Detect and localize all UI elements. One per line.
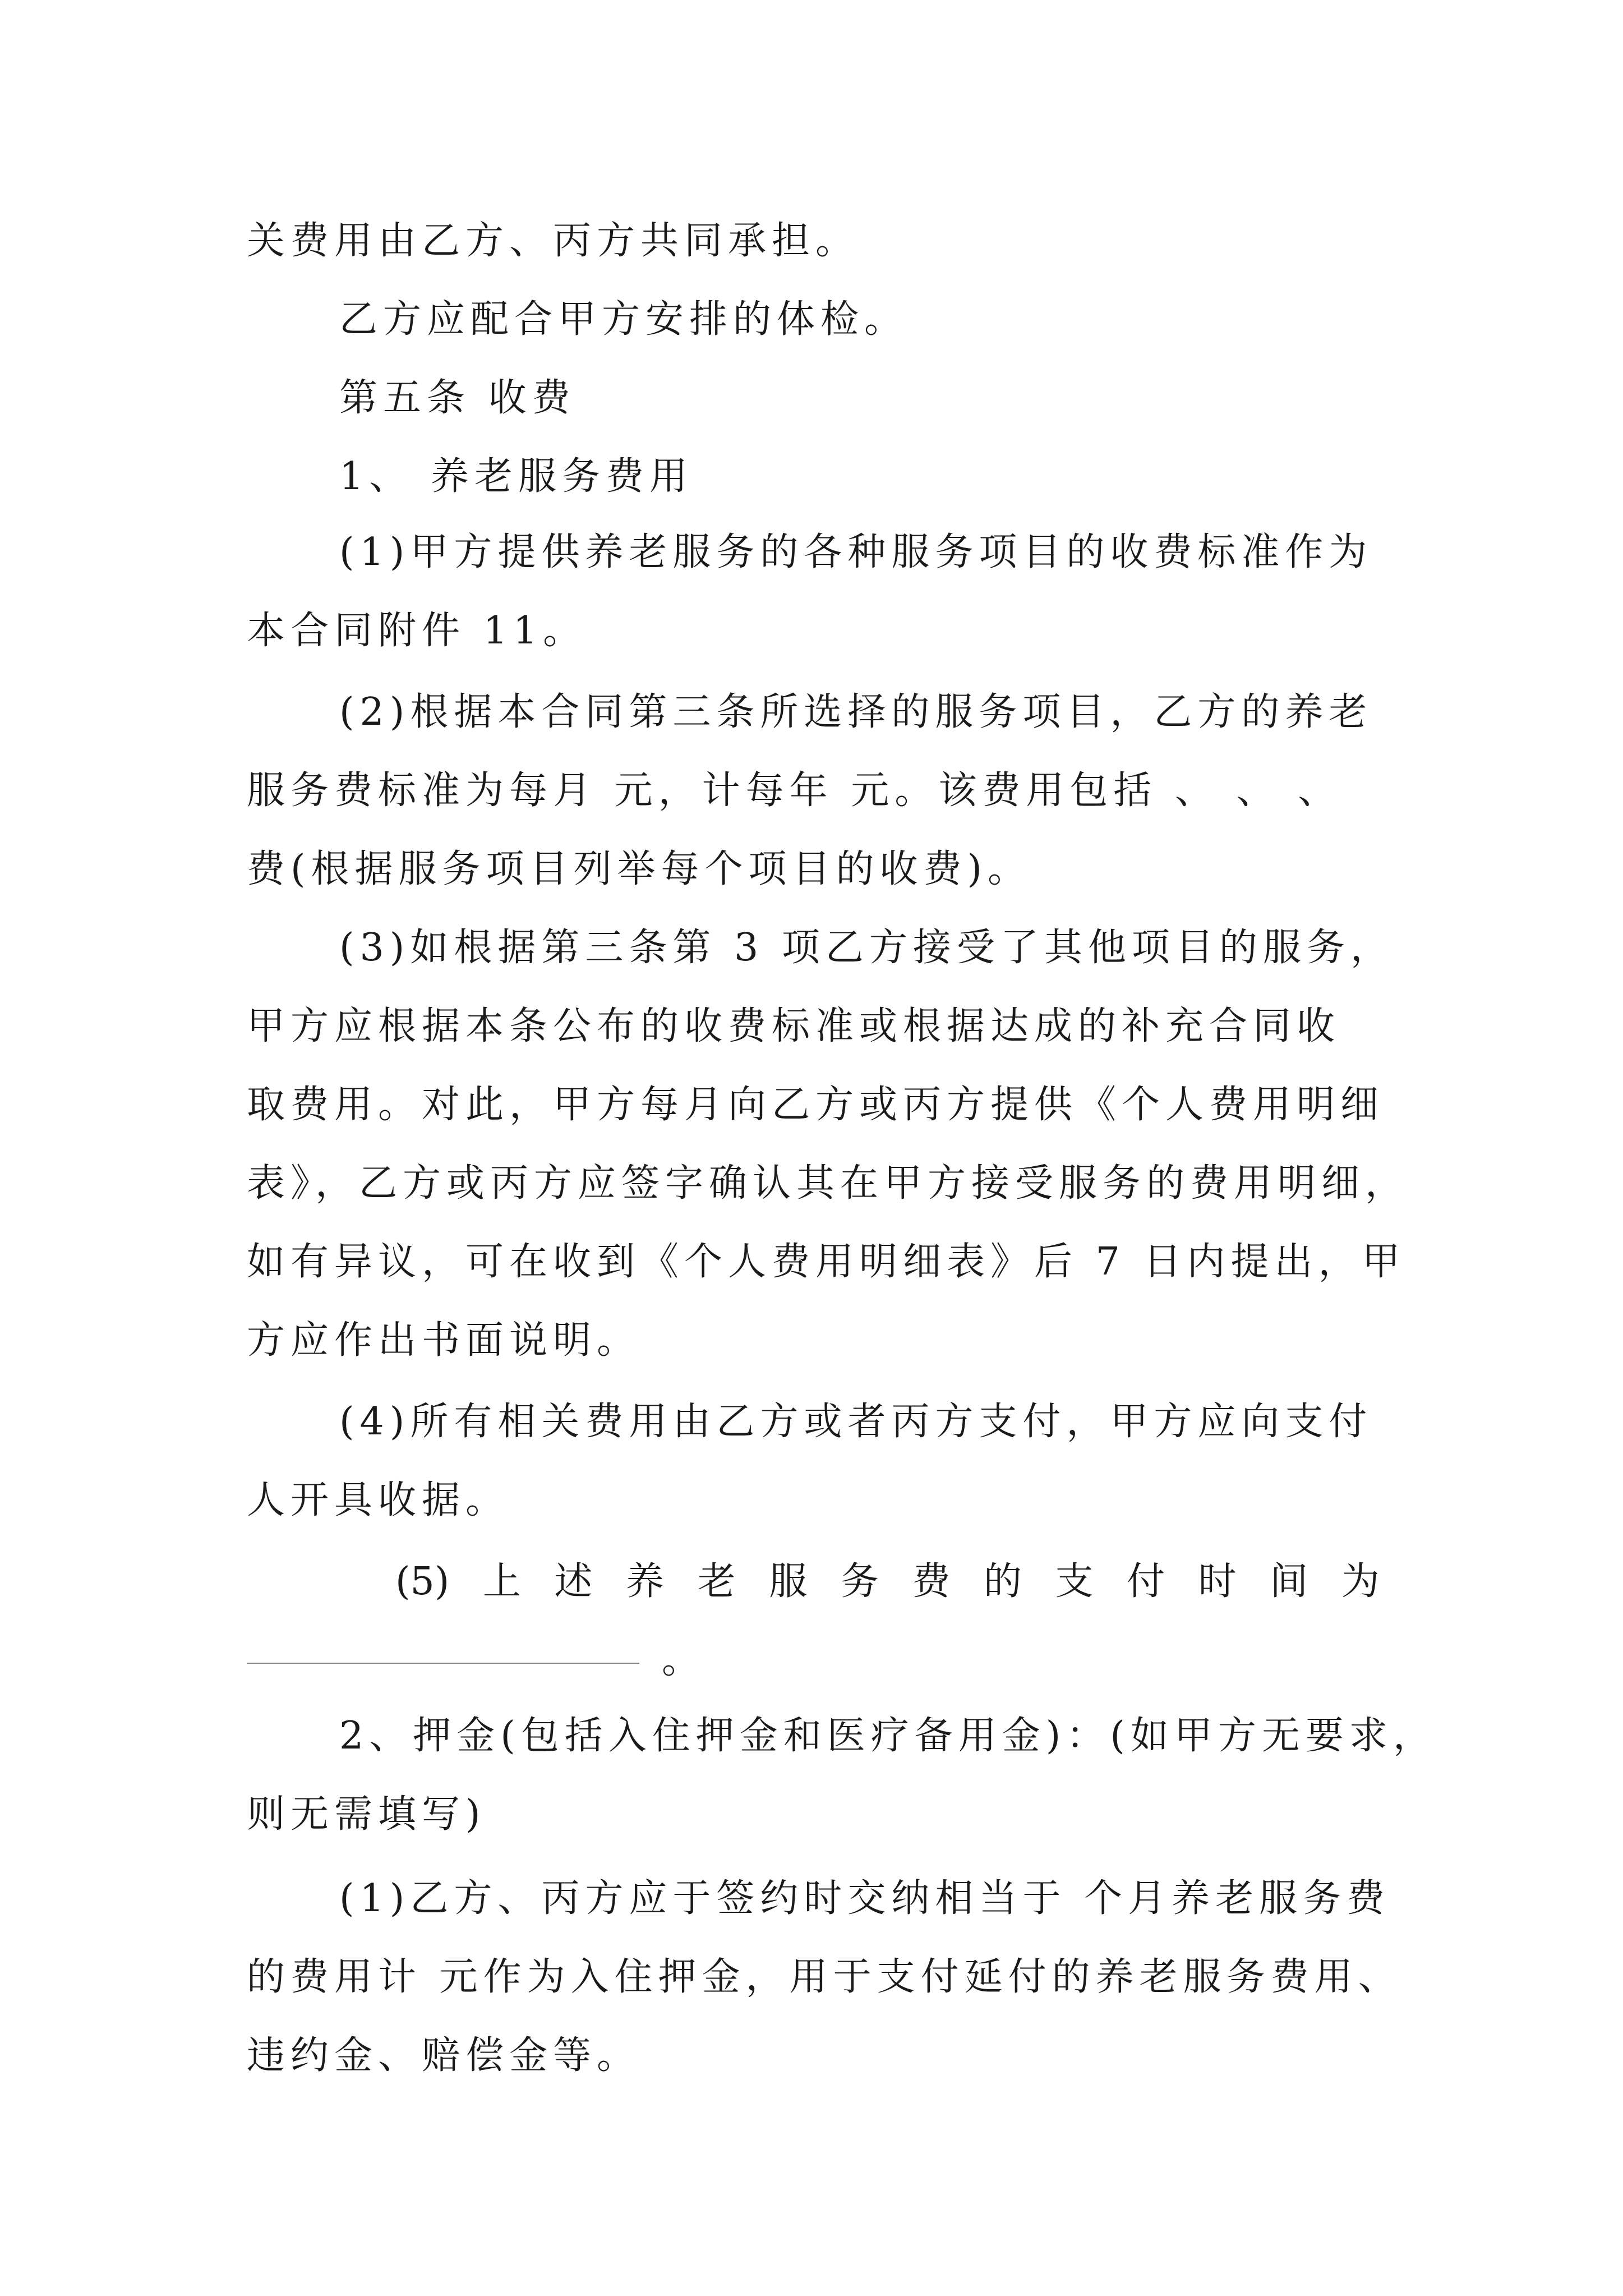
- text-line: 则无需填写): [247, 1792, 486, 1837]
- justified-word: 时: [1198, 1559, 1237, 1604]
- text-line: 人开具收据。: [247, 1478, 510, 1522]
- text-line: (1)甲方提供养老服务的各种服务项目的收费标准作为: [339, 530, 1373, 574]
- subsection-heading: 2、押金(包括入住押金和医疗备用金)：(如甲方无要求，: [339, 1714, 1437, 1758]
- justified-word: 老: [697, 1559, 736, 1604]
- section-heading: 第五条 收费: [339, 376, 576, 420]
- text-line: 关费用由乙方、丙方共同承担。: [247, 219, 860, 263]
- justified-word: 费: [912, 1559, 951, 1604]
- text-line: 费(根据服务项目列举每个项目的收费)。: [247, 847, 1032, 891]
- justified-word: 述: [554, 1559, 593, 1604]
- text-line: 取费用。对此，甲方每月向乙方或丙方提供《个人费用明细: [247, 1083, 1385, 1127]
- text-line: (3)如根据第三条第 3 项乙方接受了其他项目的服务，: [339, 926, 1394, 970]
- justified-word: 为: [1341, 1559, 1380, 1604]
- text-line-justified: [395, 1554, 1380, 1610]
- text-line: 的费用计 元作为入住押金，用于支付延付的养老服务费用、: [247, 1955, 1402, 1999]
- text-line: 如有异议，可在收到《个人费用明细表》后 7 日内提出，甲: [247, 1240, 1406, 1284]
- text-line: 表》，乙方或丙方应签字确认其在甲方接受服务的费用明细，: [247, 1161, 1409, 1205]
- justified-word: 务: [840, 1559, 879, 1604]
- justified-word: 间: [1270, 1559, 1308, 1604]
- text-line: 乙方应配合甲方安排的体检。: [339, 297, 909, 342]
- blank-fill-line: [247, 1632, 1380, 1688]
- text-line: (4)所有相关费用由乙方或者丙方支付，甲方应向支付: [339, 1400, 1373, 1444]
- justified-word: 上: [482, 1559, 521, 1604]
- fill-in-blank: [247, 1663, 639, 1664]
- text-line: (2)根据本合同第三条所选择的服务项目，乙方的养老: [339, 690, 1373, 734]
- text-line: 违约金、赔偿金等。: [247, 2033, 641, 2078]
- subsection-heading: 1、 养老服务费用: [339, 454, 693, 499]
- text-line: 本合同附件 11。: [247, 609, 587, 653]
- text-line: 方应作出书面说明。: [247, 1318, 641, 1363]
- text-line: 服务费标准为每月 元，计每年 元。该费用包括 、 、 、: [247, 769, 1342, 813]
- text-fragment: 。: [662, 1638, 706, 1682]
- justified-word: 付: [1127, 1559, 1165, 1604]
- justified-word: 支: [1055, 1559, 1094, 1604]
- justified-word: 养: [626, 1559, 665, 1604]
- justified-word: 的: [983, 1559, 1022, 1604]
- justified-word: 服: [769, 1559, 808, 1604]
- justified-word: (5): [395, 1559, 450, 1604]
- text-line: 甲方应根据本条公布的收费标准或根据达成的补充合同收: [247, 1004, 1341, 1048]
- text-line: (1)乙方、丙方应于签约时交纳相当于 个月养老服务费: [339, 1876, 1390, 1921]
